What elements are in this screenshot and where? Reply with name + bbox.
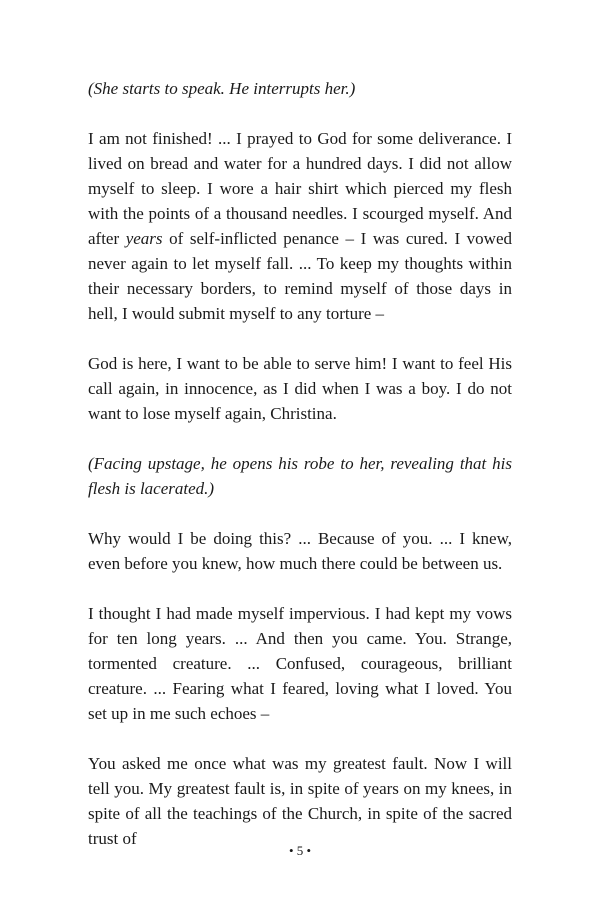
speech-text: of self-inflicted penance – I was cured. I vowed never again to let myself fall. ... To keep my thoughts within their necessary borders, to remind myself of those days in hell, I would submit myself to any torture –	[88, 229, 513, 323]
speech-text: I am not finished! ... I prayed to God for some deliverance. I lived on bread and water for a hundred days. I did not allow myself to sleep. I wore a hair shirt which pierced my flesh with the points of a thousand needles. I scourged myself. And after	[88, 129, 512, 248]
speech-paragraph-2: God is here, I want to be able to serve him! I want to feel His call again, in innocence, as I did when I was a boy. I do not want to lose myself again, Christina.	[88, 354, 512, 423]
stage-direction-1: (She starts to speak. He interrupts her.)	[88, 79, 356, 98]
page-number: • 5 •	[288, 843, 312, 858]
speech-paragraph-3: Why would I be doing this? ... Because of you. ... I knew, even before you knew, how much there could be between us.	[88, 529, 512, 573]
speech-paragraph-5: You asked me once what was my greatest fault. Now I will tell you. My greatest fault is, in spite of years on my knees, in spite of all the teachings of the Church, in spite of the sacred trust of	[88, 754, 512, 848]
speech-paragraph-1	[88, 126, 512, 326]
speech-paragraph-4: I thought I had made myself impervious. I had kept my vows for ten long years. ... And then you came. You. Strange, tormented creature. ... Confused, courageous, brilliant creature. ... Fearing what I feared, loving what I loved. You set up in me such echoes –	[88, 604, 512, 723]
stage-direction-2: (Facing upstage, he opens his robe to her, revealing that his flesh is lacerated.)	[88, 454, 512, 498]
emphasized-word: years	[125, 229, 163, 248]
page-body	[88, 76, 512, 876]
